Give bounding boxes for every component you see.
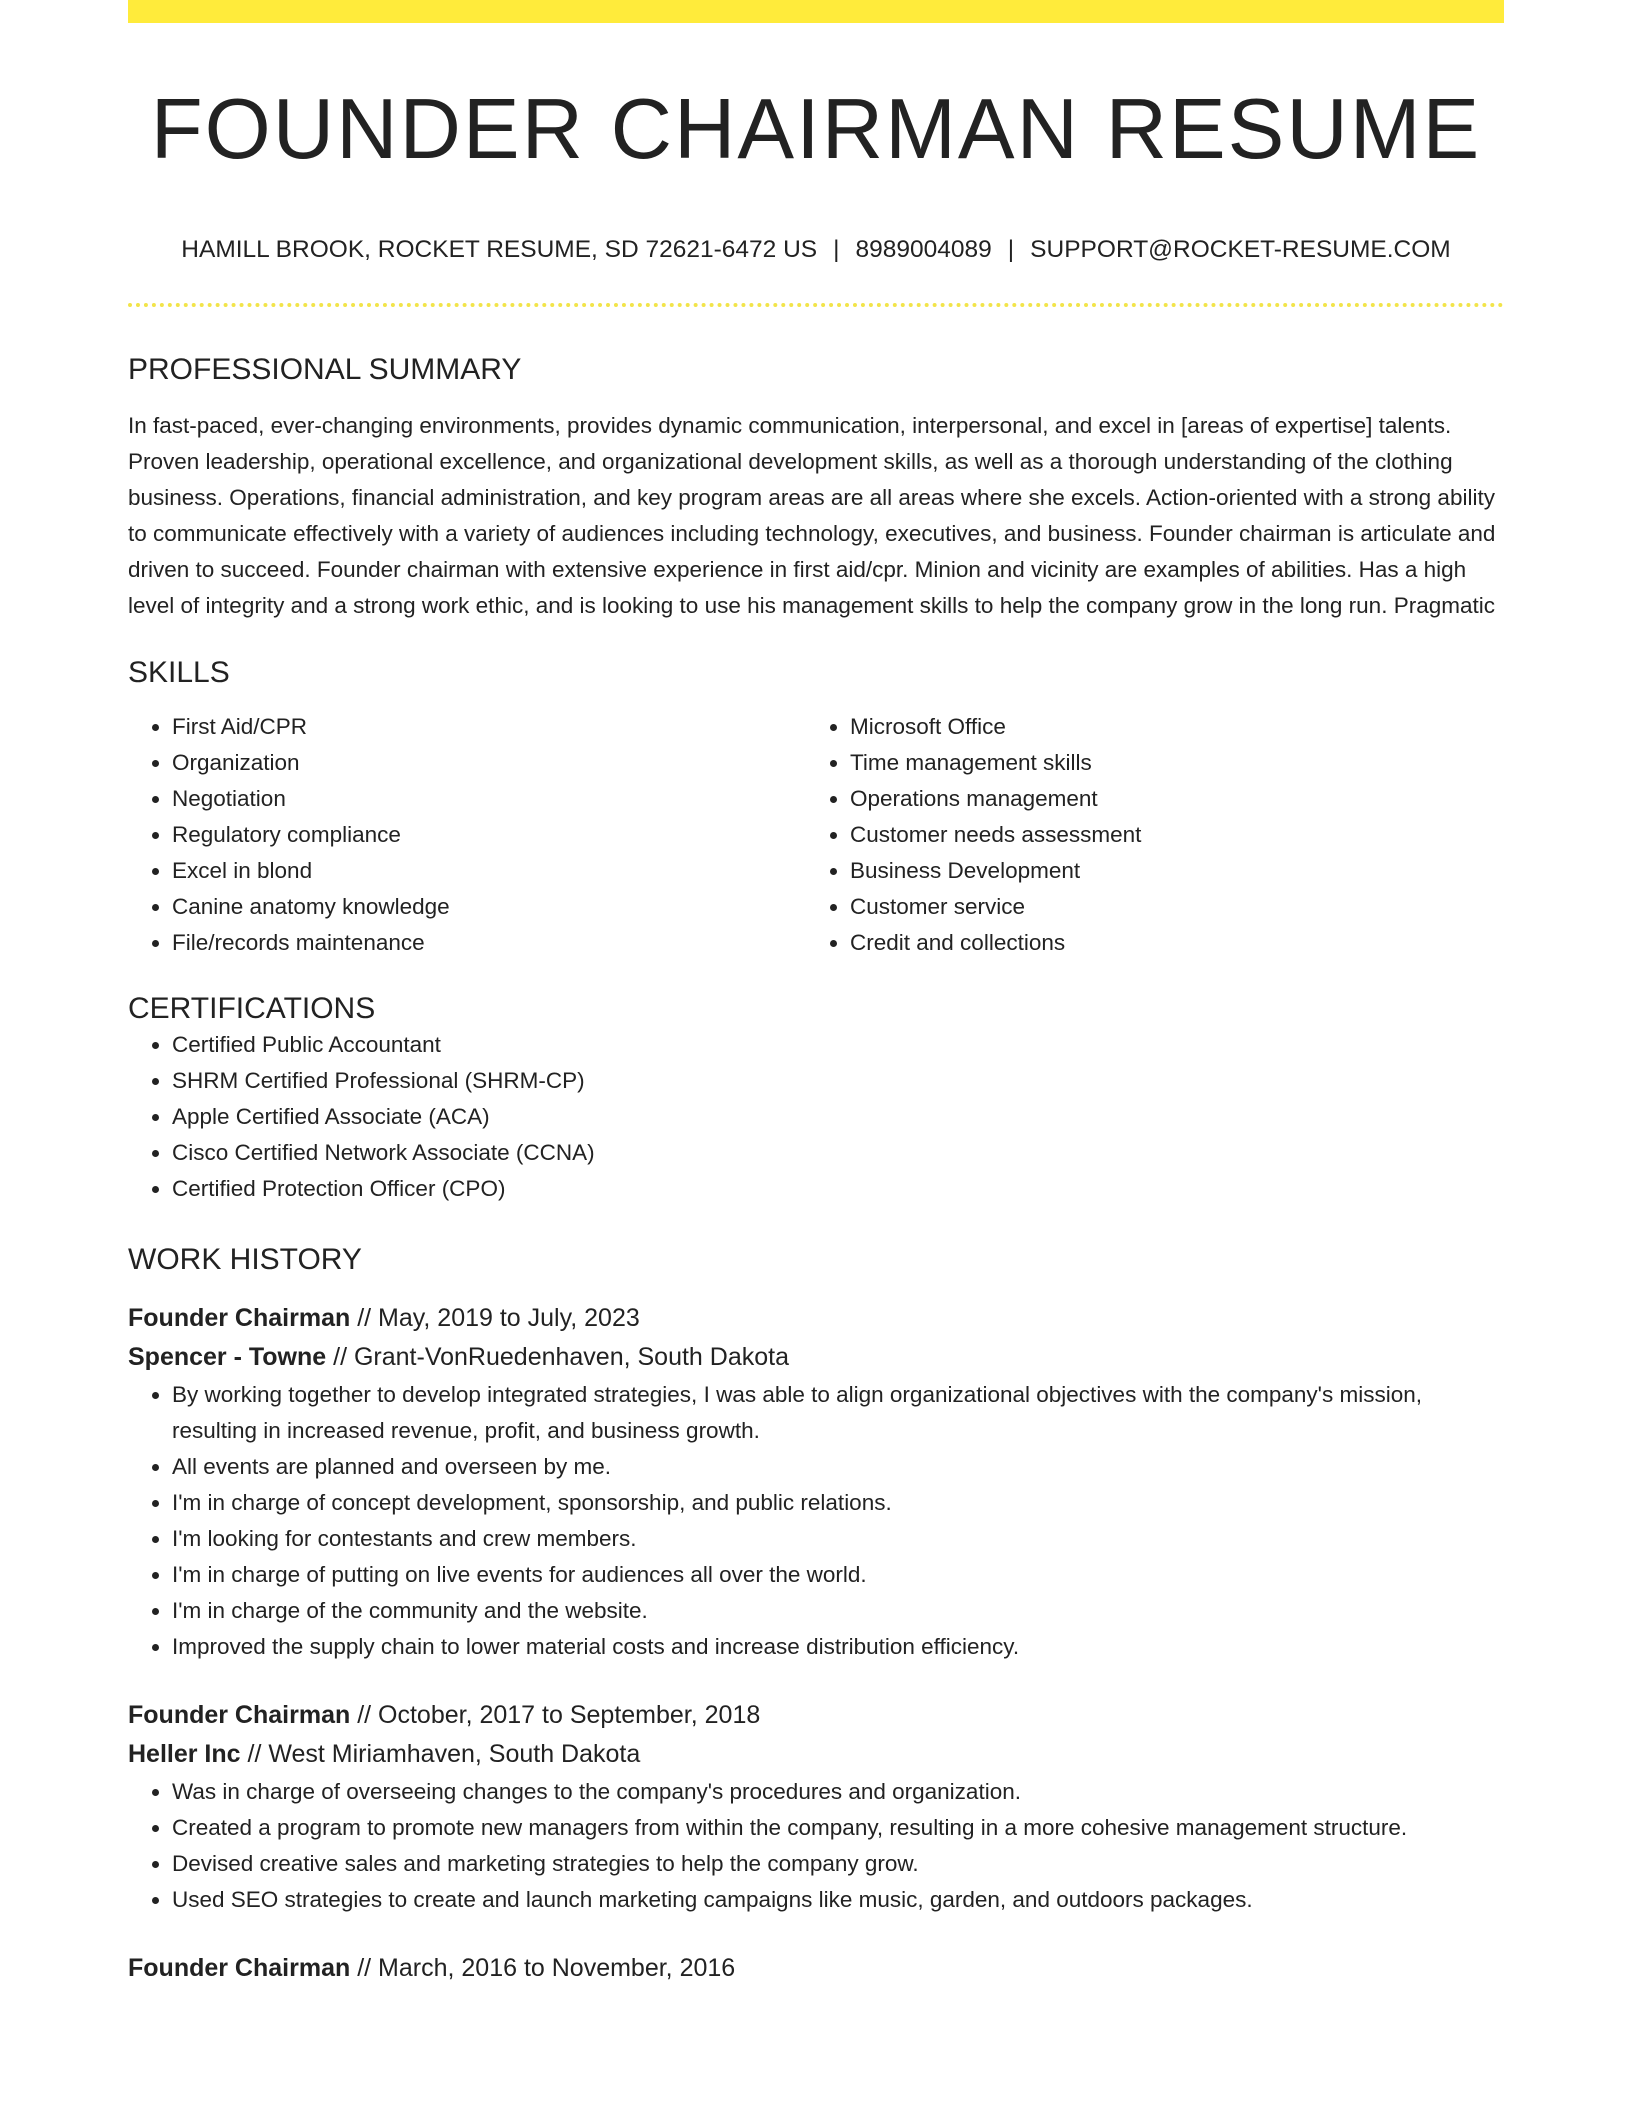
job-company: Spencer - Towne <box>128 1342 327 1371</box>
resume-page <box>128 0 1504 1988</box>
job-dates: // March, 2016 to November, 2016 <box>350 1953 736 1982</box>
job-title: Founder Chairman <box>128 1303 351 1332</box>
job-company-line <box>128 1338 1504 1377</box>
skill-item: • Regulatory compliance <box>172 817 806 853</box>
skill-item: • First Aid/CPR <box>172 709 806 745</box>
skill-item: • Customer needs assessment <box>850 817 1484 853</box>
skills-column-left <box>128 709 806 961</box>
job-company: Heller Inc <box>128 1739 241 1768</box>
job-bullets <box>128 1377 1504 1665</box>
job-bullet: • All events are planned and overseen by me. <box>172 1449 1504 1485</box>
job-location: // West Miriamhaven, South Dakota <box>240 1739 641 1768</box>
job-bullet: • I'm in charge of the community and the website. <box>172 1593 1504 1629</box>
dotted-divider <box>128 303 1504 307</box>
job-location: // Grant-VonRuedenhaven, South Dakota <box>326 1342 789 1371</box>
contact-address: HAMILL BROOK, ROCKET RESUME, SD 72621-6472 US <box>181 235 818 263</box>
contact-separator: | <box>1007 235 1015 263</box>
job-bullets <box>128 1774 1504 1918</box>
contact-separator: | <box>833 235 840 263</box>
skill-item: • File/records maintenance <box>172 925 806 961</box>
job-title-line <box>128 1299 1504 1338</box>
job-dates: // May, 2019 to July, 2023 <box>350 1303 640 1332</box>
job-bullet: • Devised creative sales and marketing strategies to help the company grow. <box>172 1846 1504 1882</box>
job-bullet: • Improved the supply chain to lower material costs and increase distribution efficiency. <box>172 1629 1504 1665</box>
skills-list-right <box>806 709 1484 961</box>
job-title-line <box>128 1949 1504 1988</box>
certification-item: • Certified Public Accountant <box>172 1027 1504 1063</box>
job-bullet: • Used SEO strategies to create and launch marketing campaigns like music, garden, and outdoors packages. <box>172 1882 1504 1918</box>
contact-email: SUPPORT@ROCKET-RESUME.COM <box>1030 235 1451 263</box>
job-company-line <box>128 1735 1504 1774</box>
job-bullet: • I'm in charge of concept development, sponsorship, and public relations. <box>172 1485 1504 1521</box>
certifications-list <box>128 1027 1504 1207</box>
job-title: Founder Chairman <box>128 1953 351 1982</box>
accent-bar <box>128 0 1504 23</box>
skill-item: • Negotiation <box>172 781 806 817</box>
skills-column-right <box>806 709 1484 961</box>
job-title-line <box>128 1696 1504 1735</box>
job-title: Founder Chairman <box>128 1700 351 1729</box>
job-entry <box>128 1696 1504 1918</box>
job-entry <box>128 1299 1504 1665</box>
skill-item: • Time management skills <box>850 745 1484 781</box>
skill-item: • Credit and collections <box>850 925 1484 961</box>
job-bullet: • Was in charge of overseeing changes to the company's procedures and organization. <box>172 1774 1504 1810</box>
certification-item: • Cisco Certified Network Associate (CCNA) <box>172 1135 1504 1171</box>
contact-line <box>128 235 1504 264</box>
page-title: FOUNDER CHAIRMAN RESUME <box>150 82 1482 177</box>
summary-text: In fast-paced, ever-changing environments, provides dynamic communication, interpersonal, and excel in [areas of expertise] talents. Proven leadership, operational excellence, and organizational development skills, as well as a thorough understanding of the clothing business. Operations, financial administration, and key program areas are all areas where she excels. Action-oriented with a strong ability to communicate effectively with a variety of audiences including technology, executives, and business. Founder chairman is articulate and driven to succeed. Founder chairman with extensive experience in first aid/cpr. Minion and vicinity are examples of abilities. Has a high level of integrity and a strong work ethic, and is looking to use his management skills to help the company grow in the long run. Pragmatic <box>128 412 1496 618</box>
job-dates: // October, 2017 to September, 2018 <box>350 1700 761 1729</box>
summary-heading: PROFESSIONAL SUMMARY <box>128 352 522 386</box>
contact-phone: 8989004089 <box>855 235 992 263</box>
job-bullet: • I'm looking for contestants and crew members. <box>172 1521 1504 1557</box>
skills-heading: SKILLS <box>128 655 230 689</box>
skill-item: • Business Development <box>850 853 1484 889</box>
skill-item: • Organization <box>172 745 806 781</box>
job-bullet: • By working together to develop integrated strategies, I was able to align organizational objectives with the company's mission, resulting in increased revenue, profit, and business growth. <box>172 1377 1504 1449</box>
job-bullet: • Created a program to promote new managers from within the company, resulting in a more cohesive management structure. <box>172 1810 1504 1846</box>
work-history-heading: WORK HISTORY <box>128 1242 362 1276</box>
job-entry <box>128 1949 1504 1988</box>
skills-list-left <box>128 709 806 961</box>
skill-item: • Canine anatomy knowledge <box>172 889 806 925</box>
job-bullet: • I'm in charge of putting on live events for audiences all over the world. <box>172 1557 1504 1593</box>
skills-grid <box>128 709 1504 961</box>
skill-item: • Microsoft Office <box>850 709 1484 745</box>
skill-item: • Excel in blond <box>172 853 806 889</box>
certification-item: • Certified Protection Officer (CPO) <box>172 1171 1504 1207</box>
certifications-heading: CERTIFICATIONS <box>128 991 376 1025</box>
skill-item: • Customer service <box>850 889 1484 925</box>
skill-item: • Operations management <box>850 781 1484 817</box>
certification-item: • Apple Certified Associate (ACA) <box>172 1099 1504 1135</box>
certification-item: • SHRM Certified Professional (SHRM-CP) <box>172 1063 1504 1099</box>
